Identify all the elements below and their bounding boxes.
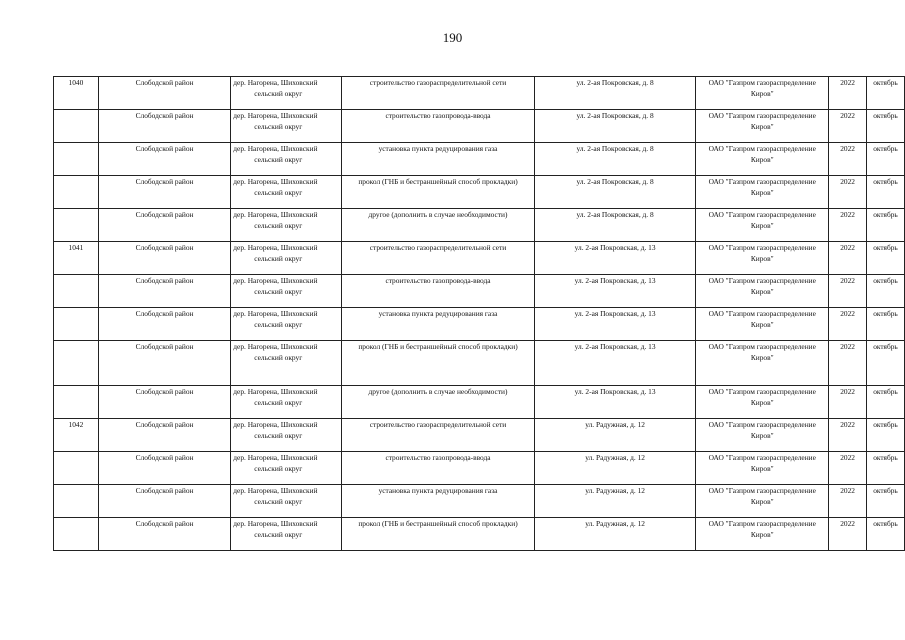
cell-address [534, 143, 695, 176]
settlement-line-2: сельский округ [254, 188, 303, 197]
cell-work-type [342, 143, 535, 176]
organization-line-1: ОАО "Газпром газораспределение [708, 111, 816, 120]
address-text: ул. Радужная, д. 12 [585, 420, 645, 429]
cell-settlement [231, 341, 342, 386]
cell-month [867, 143, 905, 176]
cell-rayon [98, 485, 230, 518]
organization-line-1: ОАО "Газпром газораспределение [708, 486, 816, 495]
month-text: октябрь [873, 210, 898, 219]
year-text: 2022 [840, 519, 855, 528]
cell-month [867, 341, 905, 386]
cell-settlement [231, 77, 342, 110]
cell-settlement [231, 452, 342, 485]
cell-address [534, 209, 695, 242]
cell-rayon [98, 386, 230, 419]
organization-line-2: Киров" [750, 221, 774, 230]
settlement-line-1: дер. Нагорена, Шиховский [233, 453, 318, 462]
cell-number [54, 419, 99, 452]
cell-number [54, 275, 99, 308]
address-text: ул. 2-ая Покровская, д. 13 [574, 243, 656, 252]
cell-year [829, 143, 867, 176]
rayon-text: Слободской район [135, 519, 194, 528]
cell-year [829, 452, 867, 485]
cell-rayon [98, 242, 230, 275]
organization-line-2: Киров" [750, 287, 774, 296]
cell-year [829, 110, 867, 143]
settlement-line-1: дер. Нагорена, Шиховский [233, 420, 318, 429]
year-text: 2022 [840, 243, 855, 252]
work-type-text: установка пункта редуцирования газа [378, 486, 498, 495]
work-type-text: строительство газопровода-ввода [385, 276, 491, 285]
cell-rayon [98, 209, 230, 242]
cell-number [54, 518, 99, 551]
cell-rayon [98, 77, 230, 110]
settlement-line-2: сельский округ [254, 398, 303, 407]
cell-organization [696, 143, 829, 176]
organization-line-1: ОАО "Газпром газораспределение [708, 276, 816, 285]
work-type-text: прокол (ГНБ и бестраншейный способ прокладки) [358, 519, 518, 528]
organization-line-2: Киров" [750, 431, 774, 440]
organization-line-1: ОАО "Газпром газораспределение [708, 387, 816, 396]
cell-year [829, 308, 867, 341]
cell-address [534, 419, 695, 452]
cell-organization [696, 386, 829, 419]
cell-number [54, 110, 99, 143]
cell-work-type [342, 242, 535, 275]
work-type-text: строительство газопровода-ввода [385, 453, 491, 462]
year-text: 2022 [840, 387, 855, 396]
settlement-line-2: сельский округ [254, 254, 303, 263]
cell-work-type [342, 386, 535, 419]
rayon-text: Слободской район [135, 177, 194, 186]
cell-year [829, 419, 867, 452]
cell-organization [696, 242, 829, 275]
organization-line-1: ОАО "Газпром газораспределение [708, 210, 816, 219]
cell-address [534, 518, 695, 551]
cell-address [534, 77, 695, 110]
organization-line-1: ОАО "Газпром газораспределение [708, 342, 816, 351]
organization-line-1: ОАО "Газпром газораспределение [708, 177, 816, 186]
cell-work-type [342, 176, 535, 209]
rayon-text: Слободской район [135, 144, 194, 153]
settlement-line-1: дер. Нагорена, Шиховский [233, 486, 318, 495]
cell-year [829, 518, 867, 551]
cell-year [829, 242, 867, 275]
cell-rayon [98, 110, 230, 143]
work-type-text: прокол (ГНБ и бестраншейный способ прокладки) [358, 342, 518, 351]
page-number: 190 [442, 30, 463, 45]
organization-line-1: ОАО "Газпром газораспределение [708, 519, 816, 528]
address-text: ул. Радужная, д. 12 [585, 486, 645, 495]
cell-month [867, 176, 905, 209]
organization-line-2: Киров" [750, 398, 774, 407]
organization-line-2: Киров" [750, 254, 774, 263]
organization-line-2: Киров" [750, 155, 774, 164]
cell-number [54, 209, 99, 242]
cell-rayon [98, 275, 230, 308]
cell-address [534, 341, 695, 386]
cell-number [54, 386, 99, 419]
cell-month [867, 110, 905, 143]
cell-number [54, 341, 99, 386]
month-text: октябрь [873, 243, 898, 252]
cell-number [54, 308, 99, 341]
settlement-line-1: дер. Нагорена, Шиховский [233, 276, 318, 285]
organization-line-2: Киров" [750, 320, 774, 329]
cell-address [534, 308, 695, 341]
month-text: октябрь [873, 342, 898, 351]
cell-rayon [98, 452, 230, 485]
year-text: 2022 [840, 78, 855, 87]
settlement-line-2: сельский округ [254, 221, 303, 230]
cell-organization [696, 452, 829, 485]
organization-line-2: Киров" [750, 89, 774, 98]
table-row [54, 341, 905, 386]
rayon-text: Слободской район [135, 309, 194, 318]
cell-number [54, 485, 99, 518]
cell-year [829, 275, 867, 308]
row-number: 1041 [68, 243, 84, 252]
organization-line-1: ОАО "Газпром газораспределение [708, 309, 816, 318]
cell-month [867, 485, 905, 518]
cell-settlement [231, 176, 342, 209]
settlement-line-2: сельский округ [254, 530, 303, 539]
month-text: октябрь [873, 387, 898, 396]
cell-address [534, 275, 695, 308]
cell-settlement [231, 110, 342, 143]
organization-line-2: Киров" [750, 530, 774, 539]
cell-month [867, 518, 905, 551]
settlement-line-2: сельский округ [254, 431, 303, 440]
rayon-text: Слободской район [135, 453, 194, 462]
cell-rayon [98, 419, 230, 452]
rayon-text: Слободской район [135, 486, 194, 495]
cell-rayon [98, 341, 230, 386]
cell-year [829, 341, 867, 386]
rayon-text: Слободской район [135, 111, 194, 120]
table-row [54, 176, 905, 209]
cell-year [829, 209, 867, 242]
year-text: 2022 [840, 453, 855, 462]
cell-settlement [231, 485, 342, 518]
cell-settlement [231, 518, 342, 551]
cell-address [534, 485, 695, 518]
settlement-line-1: дер. Нагорена, Шиховский [233, 177, 318, 186]
table-row [54, 518, 905, 551]
table-row [54, 242, 905, 275]
cell-work-type [342, 419, 535, 452]
table-row [54, 485, 905, 518]
cell-month [867, 386, 905, 419]
month-text: октябрь [873, 276, 898, 285]
settlement-line-2: сельский округ [254, 320, 303, 329]
year-text: 2022 [840, 309, 855, 318]
cell-organization [696, 518, 829, 551]
cell-rayon [98, 176, 230, 209]
address-text: ул. 2-ая Покровская, д. 8 [576, 210, 654, 219]
settlement-line-2: сельский округ [254, 89, 303, 98]
settlement-line-1: дер. Нагорена, Шиховский [233, 387, 318, 396]
cell-work-type [342, 209, 535, 242]
cell-number [54, 143, 99, 176]
cell-number [54, 176, 99, 209]
work-type-text: установка пункта редуцирования газа [378, 309, 498, 318]
cell-organization [696, 341, 829, 386]
cell-number [54, 242, 99, 275]
cell-organization [696, 209, 829, 242]
rayon-text: Слободской район [135, 276, 194, 285]
cell-month [867, 242, 905, 275]
address-text: ул. 2-ая Покровская, д. 8 [576, 177, 654, 186]
table-row [54, 143, 905, 176]
organization-line-2: Киров" [750, 497, 774, 506]
cell-work-type [342, 308, 535, 341]
cell-year [829, 77, 867, 110]
cell-number [54, 452, 99, 485]
cell-organization [696, 176, 829, 209]
organization-line-2: Киров" [750, 464, 774, 473]
table-row [54, 308, 905, 341]
cell-address [534, 110, 695, 143]
rayon-text: Слободской район [135, 420, 194, 429]
cell-month [867, 209, 905, 242]
cell-rayon [98, 308, 230, 341]
cell-settlement [231, 386, 342, 419]
address-text: ул. 2-ая Покровская, д. 8 [576, 78, 654, 87]
year-text: 2022 [840, 342, 855, 351]
cell-organization [696, 485, 829, 518]
work-type-text: другое (дополнить в случае необходимости) [368, 387, 508, 396]
address-text: ул. 2-ая Покровская, д. 8 [576, 144, 654, 153]
rayon-text: Слободской район [135, 342, 194, 351]
work-type-text: другое (дополнить в случае необходимости) [368, 210, 508, 219]
address-text: ул. 2-ая Покровская, д. 8 [576, 111, 654, 120]
work-type-text: прокол (ГНБ и бестраншейный способ прокладки) [358, 177, 518, 186]
cell-work-type [342, 518, 535, 551]
cell-settlement [231, 275, 342, 308]
address-text: ул. 2-ая Покровская, д. 13 [574, 276, 656, 285]
organization-line-2: Киров" [750, 353, 774, 362]
settlement-line-1: дер. Нагорена, Шиховский [233, 111, 318, 120]
settlement-line-1: дер. Нагорена, Шиховский [233, 519, 318, 528]
settlement-line-2: сельский округ [254, 353, 303, 362]
cell-address [534, 386, 695, 419]
month-text: октябрь [873, 144, 898, 153]
rayon-text: Слободской район [135, 243, 194, 252]
settlement-line-2: сельский округ [254, 122, 303, 131]
month-text: октябрь [873, 78, 898, 87]
address-text: ул. 2-ая Покровская, д. 13 [574, 342, 656, 351]
settlement-line-2: сельский округ [254, 155, 303, 164]
cell-work-type [342, 452, 535, 485]
cell-month [867, 77, 905, 110]
row-number: 1042 [68, 420, 84, 429]
organization-line-1: ОАО "Газпром газораспределение [708, 420, 816, 429]
table-row [54, 275, 905, 308]
settlement-line-2: сельский округ [254, 464, 303, 473]
address-text: ул. 2-ая Покровская, д. 13 [574, 309, 656, 318]
year-text: 2022 [840, 144, 855, 153]
settlement-line-1: дер. Нагорена, Шиховский [233, 342, 318, 351]
table-row [54, 209, 905, 242]
cell-work-type [342, 77, 535, 110]
settlement-line-2: сельский округ [254, 497, 303, 506]
year-text: 2022 [840, 111, 855, 120]
month-text: октябрь [873, 309, 898, 318]
settlement-line-1: дер. Нагорена, Шиховский [233, 78, 318, 87]
year-text: 2022 [840, 420, 855, 429]
settlement-line-2: сельский округ [254, 287, 303, 296]
cell-month [867, 308, 905, 341]
table-row [54, 419, 905, 452]
cell-work-type [342, 110, 535, 143]
cell-work-type [342, 485, 535, 518]
year-text: 2022 [840, 486, 855, 495]
organization-line-1: ОАО "Газпром газораспределение [708, 78, 816, 87]
organization-line-1: ОАО "Газпром газораспределение [708, 453, 816, 462]
cell-year [829, 485, 867, 518]
month-text: октябрь [873, 486, 898, 495]
cell-rayon [98, 518, 230, 551]
work-type-text: строительство газораспределительной сети [369, 420, 507, 429]
cell-year [829, 386, 867, 419]
cell-address [534, 176, 695, 209]
work-type-text: строительство газораспределительной сети [369, 243, 507, 252]
address-text: ул. 2-ая Покровская, д. 13 [574, 387, 656, 396]
cell-settlement [231, 308, 342, 341]
organization-line-1: ОАО "Газпром газораспределение [708, 144, 816, 153]
cell-settlement [231, 143, 342, 176]
organization-line-1: ОАО "Газпром газораспределение [708, 243, 816, 252]
cell-work-type [342, 275, 535, 308]
rayon-text: Слободской район [135, 210, 194, 219]
row-number: 1040 [68, 78, 84, 87]
cell-settlement [231, 209, 342, 242]
cell-rayon [98, 143, 230, 176]
month-text: октябрь [873, 519, 898, 528]
rayon-text: Слободской район [135, 387, 194, 396]
cell-month [867, 275, 905, 308]
table-row [54, 77, 905, 110]
month-text: октябрь [873, 453, 898, 462]
work-type-text: строительство газопровода-ввода [385, 111, 491, 120]
cell-address [534, 242, 695, 275]
cell-organization [696, 419, 829, 452]
cell-work-type [342, 341, 535, 386]
cell-organization [696, 275, 829, 308]
month-text: октябрь [873, 420, 898, 429]
year-text: 2022 [840, 276, 855, 285]
year-text: 2022 [840, 210, 855, 219]
cell-settlement [231, 242, 342, 275]
cell-organization [696, 77, 829, 110]
cell-number [54, 77, 99, 110]
table-row [54, 386, 905, 419]
cell-month [867, 419, 905, 452]
month-text: октябрь [873, 111, 898, 120]
address-text: ул. Радужная, д. 12 [585, 453, 645, 462]
cell-year [829, 176, 867, 209]
work-type-text: установка пункта редуцирования газа [378, 144, 498, 153]
address-text: ул. Радужная, д. 12 [585, 519, 645, 528]
settlement-line-1: дер. Нагорена, Шиховский [233, 309, 318, 318]
organization-line-2: Киров" [750, 122, 774, 131]
cell-organization [696, 110, 829, 143]
rayon-text: Слободской район [135, 78, 194, 87]
cell-settlement [231, 419, 342, 452]
work-type-text: строительство газораспределительной сети [369, 78, 507, 87]
year-text: 2022 [840, 177, 855, 186]
settlement-line-1: дер. Нагорена, Шиховский [233, 243, 318, 252]
settlement-line-1: дер. Нагорена, Шиховский [233, 210, 318, 219]
cell-address [534, 452, 695, 485]
cell-month [867, 452, 905, 485]
organization-line-2: Киров" [750, 188, 774, 197]
settlement-line-1: дер. Нагорена, Шиховский [233, 144, 318, 153]
gasification-table [53, 76, 905, 551]
cell-organization [696, 308, 829, 341]
month-text: октябрь [873, 177, 898, 186]
table-row [54, 452, 905, 485]
table-body [54, 77, 905, 551]
table-row [54, 110, 905, 143]
